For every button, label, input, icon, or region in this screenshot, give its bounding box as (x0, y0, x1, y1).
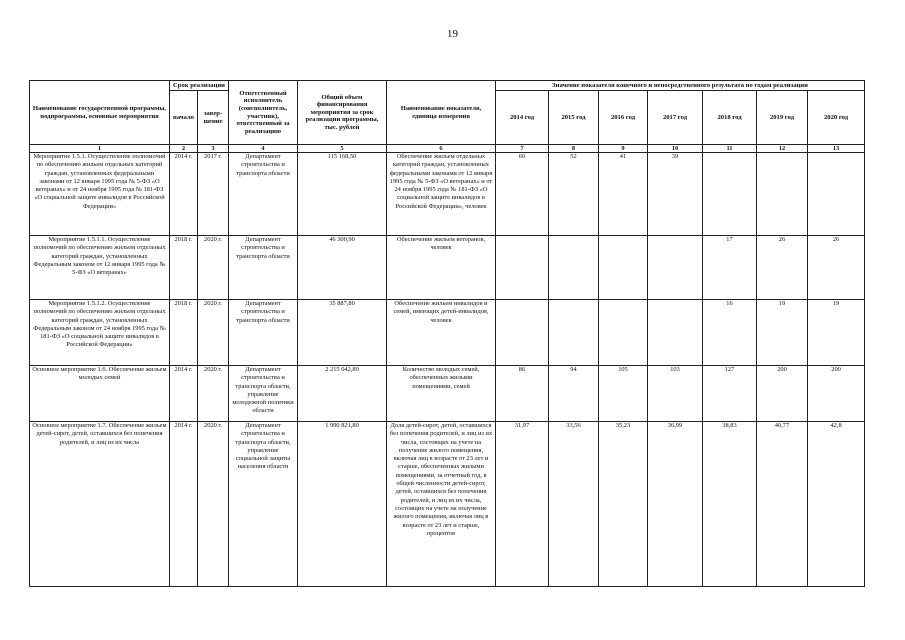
row-responsible: Департамент строительства и транспорта области (229, 236, 298, 300)
row-value: 36,99 (648, 422, 703, 587)
row-value (549, 236, 599, 300)
row-value (496, 300, 549, 366)
column-number: 2 (170, 145, 198, 153)
header-year: 2015 год (549, 91, 599, 145)
row-value: 35,23 (599, 422, 648, 587)
row-value: 19 (808, 300, 865, 366)
row-end: 2020 г. (198, 300, 229, 366)
header-year: 2020 год (808, 91, 865, 145)
page-number: 19 (447, 28, 458, 40)
row-start: 2014 г. (170, 153, 198, 236)
header-year: 2018 год (703, 91, 757, 145)
row-start: 2018 г. (170, 300, 198, 366)
row-name: Мероприятие 1.5.1.1. Осуществление полномочий по обеспечению жильем отдельных категорий граждан, установленных Федеральным законом от 12 января 1995 года № 5-ФЗ «О ветеранах» (30, 236, 170, 300)
row-end: 2020 г. (198, 422, 229, 587)
column-number: 11 (703, 145, 757, 153)
row-value (599, 300, 648, 366)
row-funding: 115 168,50 (298, 153, 387, 236)
column-number: 3 (198, 145, 229, 153)
row-value: 33,56 (549, 422, 599, 587)
row-responsible: Департамент строительства и транспорта области, управление социальной защиты населения области (229, 422, 298, 587)
row-responsible: Департамент строительства и транспорта области (229, 153, 298, 236)
row-value: 105 (599, 366, 648, 422)
row-value: 17 (703, 236, 757, 300)
column-number: 12 (757, 145, 808, 153)
column-number: 7 (496, 145, 549, 153)
row-value: 19 (757, 300, 808, 366)
row-funding: 35 887,80 (298, 300, 387, 366)
row-value: 42,8 (808, 422, 865, 587)
row-value: 39 (648, 153, 703, 236)
row-value (808, 153, 865, 236)
header-year: 2016 год (599, 91, 648, 145)
row-value: 60 (496, 153, 549, 236)
table-row (30, 366, 865, 422)
row-name: Основное мероприятие 1.7. Обеспечение жильем детей-сирот, детей, оставшихся без попечения родителей, и лиц из их числа (30, 422, 170, 587)
row-value: 94 (549, 366, 599, 422)
row-name: Основное мероприятие 1.6. Обеспечение жильем молодых семей (30, 366, 170, 422)
row-value (599, 236, 648, 300)
row-value: 40,77 (757, 422, 808, 587)
column-number: 8 (549, 145, 599, 153)
table-row (30, 236, 865, 300)
column-number: 13 (808, 145, 865, 153)
header-values: Значение показателя конечного и непосредственного результата по годам реализации (496, 81, 865, 91)
header-program-name: Наименование государственной программы, подпрограммы, основные мероприятия (30, 81, 170, 145)
table-row (30, 153, 865, 236)
column-number: 4 (229, 145, 298, 153)
row-name: Мероприятие 1.5.1. Осуществление полномочий по обеспечению жильем отдельных категорий граждан, установленных федеральными законами от 12 января 1995 года № 5-ФЗ «О ветеранах» и от 24 ноября 1995 года № 181-ФЗ «О социальной защите инвалидов в Российской Федерации» (30, 153, 170, 236)
row-funding: 1 990 821,80 (298, 422, 387, 587)
column-number: 5 (298, 145, 387, 153)
column-number: 6 (387, 145, 496, 153)
row-value (648, 236, 703, 300)
row-end: 2020 г. (198, 236, 229, 300)
row-end: 2020 г. (198, 366, 229, 422)
row-start: 2018 г. (170, 236, 198, 300)
column-number-row (30, 145, 865, 153)
header-end: завер-шение (198, 91, 229, 145)
row-value: 16 (703, 300, 757, 366)
column-number: 10 (648, 145, 703, 153)
row-value: 200 (808, 366, 865, 422)
row-start: 2014 г. (170, 422, 198, 587)
header-term: Срок реализации (170, 81, 229, 91)
row-end: 2017 г. (198, 153, 229, 236)
row-indicator: Доля детей-сирот, детей, оставшихся без попечения родителей, и лиц из их числа, состоящих на учете на получение жилого помещения, включая лиц в возрасте от 23 лет и старше, обеспеченных жилыми помещениями, за отчетный год, в общей численности детей-сирот, детей, оставшихся без попечения родителей, и лиц из их числа, состоящих на учете на получение жилого помещения, включая лиц в возрасте от 23 лет и старше, процентов (387, 422, 496, 587)
row-value: 200 (757, 366, 808, 422)
row-value: 38,83 (703, 422, 757, 587)
row-funding: 46 300,90 (298, 236, 387, 300)
table-row (30, 422, 865, 587)
row-value: 26 (808, 236, 865, 300)
row-value (496, 236, 549, 300)
header-funding: Общий объем финансирования мероприятия за срок реализации программы, тыс. рублей (298, 81, 387, 145)
row-funding: 2 215 042,89 (298, 366, 387, 422)
row-name: Мероприятие 1.5.1.2. Осуществление полномочий по обеспечению жильем отдельных категорий граждан, установленных Федеральным законом от 24 ноября 1995 года № 181-ФЗ «О социальной защите инвалидов в Российской Федерации» (30, 300, 170, 366)
row-indicator: Обеспечение жильем ветеранов, человек (387, 236, 496, 300)
row-start: 2014 г. (170, 366, 198, 422)
header-year: 2019 год (757, 91, 808, 145)
row-responsible: Департамент строительства и транспорта области (229, 300, 298, 366)
row-value (549, 300, 599, 366)
row-value: 52 (549, 153, 599, 236)
row-value (757, 153, 808, 236)
row-value: 86 (496, 366, 549, 422)
row-value: 127 (703, 366, 757, 422)
header-responsible: Ответственный исполнитель (соисполнитель, участник), ответственный за реализацию (229, 81, 298, 145)
header-start: начало (170, 91, 198, 145)
column-number: 1 (30, 145, 170, 153)
row-indicator: Количество молодых семей, обеспеченных жилыми помещениями, семей (387, 366, 496, 422)
table-row (30, 300, 865, 366)
row-value (648, 300, 703, 366)
row-value: 41 (599, 153, 648, 236)
row-value: 26 (757, 236, 808, 300)
row-indicator: Обеспечение жильем инвалидов и семей, имеющих детей-инвалидов, человек (387, 300, 496, 366)
row-value: 31,97 (496, 422, 549, 587)
row-value: 103 (648, 366, 703, 422)
header-indicator: Наименование показателя, единица измерения (387, 81, 496, 145)
program-table (29, 80, 865, 587)
row-indicator: Обеспечение жильем отдельных категорий граждан, установленных федеральными законами от 12 января 1995 года № 5-ФЗ «О ветеранах» и от 24 ноября 1995 года № 181-ФЗ «О социальной защите инвалидов в Российской Федерации», человек (387, 153, 496, 236)
header-year: 2017 год (648, 91, 703, 145)
column-number: 9 (599, 145, 648, 153)
row-responsible: Департамент строительства и транспорта области, управление молодежной политики области (229, 366, 298, 422)
header-year: 2014 год (496, 91, 549, 145)
row-value (703, 153, 757, 236)
